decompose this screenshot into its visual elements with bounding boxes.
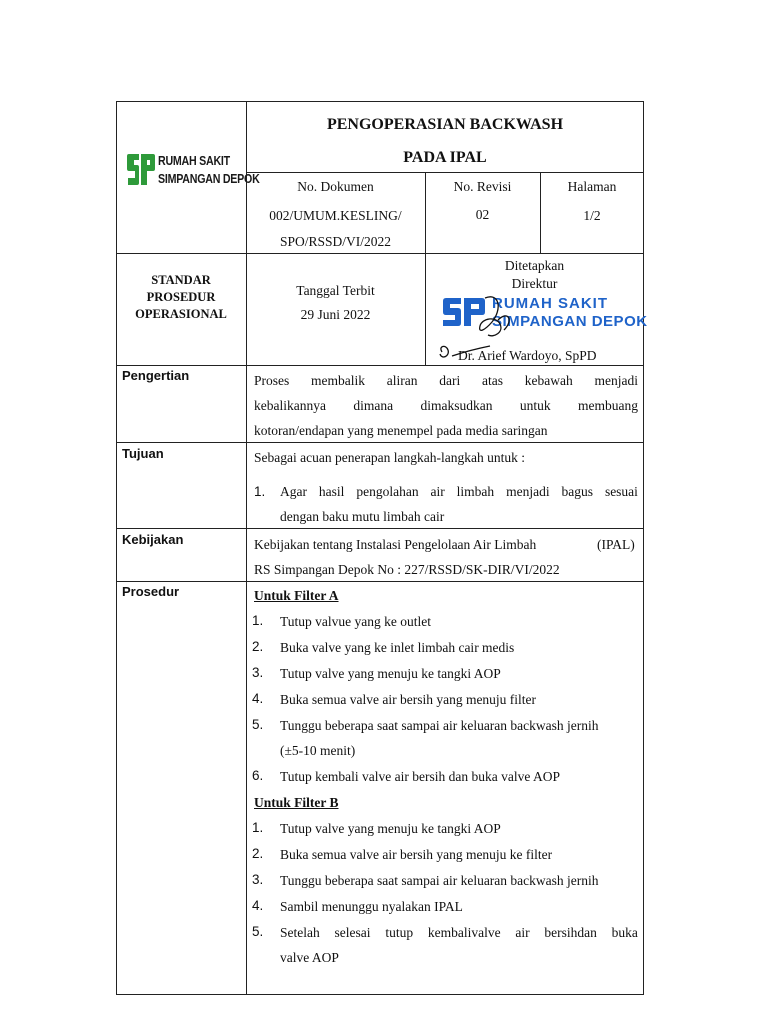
word: dimana <box>353 398 394 413</box>
filter-a-step-number: 1. <box>252 613 264 628</box>
word: bagus <box>561 484 594 499</box>
filter-a-step-text: Tunggu beberapa saat sampai air keluaran backwash jernih <box>280 718 599 733</box>
logo-text-line2: SIMPANGAN DEPOK <box>158 171 260 186</box>
tujuan-item-number: 1. <box>254 484 266 499</box>
stamp-text-line1: RUMAH SAKIT <box>492 295 608 312</box>
filter-a-step-text: Buka valve yang ke inlet limbah cair medis <box>280 640 515 655</box>
no-revisi-value: 02 <box>475 207 490 222</box>
word: atas <box>482 373 503 388</box>
word: Setelah <box>280 925 320 940</box>
filter-a-step-number: 5. <box>252 717 264 732</box>
document-title-line1: PENGOPERASIAN BACKWASH <box>326 116 564 133</box>
word: bersihdan <box>544 925 597 940</box>
no-revisi-label: No. Revisi <box>453 179 512 194</box>
pengertian-line1 <box>254 374 638 388</box>
word: dari <box>439 373 461 388</box>
no-dokumen-value-line1: 002/UMUM.KESLING/ <box>269 208 402 223</box>
filter-b-title: Untuk Filter B <box>254 795 339 810</box>
filter-a-step-text: Tutup valve yang menuju ke tangki AOP <box>280 666 501 681</box>
tujuan-label: Tujuan <box>122 446 164 461</box>
word: kebawah <box>524 373 573 388</box>
filter-b-step-text: Sambil menunggu nyalakan IPAL <box>280 899 463 914</box>
filter-b-step-number: 5. <box>252 924 264 939</box>
filter-a-step-number: 6. <box>252 768 264 783</box>
word: kebalikannya <box>254 398 326 413</box>
word: tutup <box>385 925 414 940</box>
hospital-logo-icon <box>126 152 156 188</box>
word: dimaksudkan <box>420 398 493 413</box>
word: Agar <box>280 484 307 499</box>
filter-b-step-text: Tunggu beberapa saat sampai air keluaran backwash jernih <box>280 873 599 888</box>
halaman-value: 1/2 <box>583 208 601 223</box>
word: membalik <box>311 373 366 388</box>
word: selesai <box>334 925 371 940</box>
pengertian-line2 <box>254 399 638 413</box>
director-name: Dr. Arief Wardoyo, SpPD <box>458 348 597 363</box>
tanggal-terbit-value: 29 Juni 2022 <box>300 307 371 322</box>
document-title-line2: PADA IPAL <box>403 149 487 166</box>
kebijakan-line1: Kebijakan tentang Instalasi Pengelolaan Air Limbah <box>254 537 537 552</box>
word: kembalivalve <box>427 925 501 940</box>
filter-b-step-number: 4. <box>252 898 264 913</box>
stamp-text-line2: SIMPANGAN DEPOK <box>492 313 648 330</box>
filter-a-title: Untuk Filter A <box>254 588 339 603</box>
halaman-label: Halaman <box>567 179 617 194</box>
row-divider <box>246 172 644 173</box>
word: membuang <box>578 398 638 413</box>
word: menjadi <box>506 484 550 499</box>
tujuan-item-line1 <box>280 485 638 499</box>
filter-a-step-number: 3. <box>252 665 264 680</box>
filter-a-step-number: 4. <box>252 691 264 706</box>
filter-b-step-number: 3. <box>252 872 264 887</box>
word: air <box>515 925 530 940</box>
word: buka <box>611 925 638 940</box>
tanggal-terbit-label: Tanggal Terbit <box>296 283 375 298</box>
word: pengolahan <box>356 484 419 499</box>
filter-b-step-number: 1. <box>252 820 264 835</box>
tujuan-item-line2: dengan baku mutu limbah cair <box>280 509 445 524</box>
filter-b-step-text: Buka semua valve air bersih yang menuju ke filter <box>280 847 553 862</box>
word: aliran <box>386 373 418 388</box>
filter-a-step-text: Buka semua valve air bersih yang menuju filter <box>280 692 537 707</box>
ditetapkan-label: Ditetapkan <box>504 258 565 273</box>
no-dokumen-value-line2: SPO/RSSD/VI/2022 <box>279 234 392 249</box>
prosedur-label: Prosedur <box>122 584 180 599</box>
filter-a-step-text: Tutup kembali valve air bersih dan buka valve AOP <box>280 769 560 784</box>
sop-label-line1: STANDAR <box>151 273 211 287</box>
direktur-label: Direktur <box>511 276 558 291</box>
no-dokumen-label: No. Dokumen <box>297 179 374 194</box>
word: menjadi <box>594 373 638 388</box>
sop-label-line3: OPERASIONAL <box>135 307 227 321</box>
kebijakan-line1-end: (IPAL) <box>597 537 635 552</box>
kebijakan-line2: RS Simpangan Depok No : 227/RSSD/SK-DIR/VI/2022 <box>254 562 560 577</box>
filter-a-step5-line2: (±5-10 menit) <box>280 743 356 758</box>
pengertian-line3: kotoran/endapan yang menempel pada media saringan <box>254 423 548 438</box>
filter-b-step5-line2: valve AOP <box>280 950 339 965</box>
pengertian-label: Pengertian <box>122 368 190 383</box>
row-divider <box>116 528 644 529</box>
filter-b-step5-line1 <box>280 926 638 940</box>
row-divider <box>116 442 644 443</box>
tujuan-intro: Sebagai acuan penerapan langkah-langkah untuk : <box>254 450 526 465</box>
sop-label-line2: PROSEDUR <box>146 290 216 304</box>
filter-b-step-number: 2. <box>252 846 264 861</box>
filter-b-step-text: Tutup valve yang menuju ke tangki AOP <box>280 821 501 836</box>
row-divider <box>116 365 644 366</box>
filter-a-step-text: Tutup valvue yang ke outlet <box>280 614 431 629</box>
logo-text-line1: RUMAH SAKIT <box>158 153 230 168</box>
word: hasil <box>318 484 345 499</box>
filter-a-step-number: 2. <box>252 639 264 654</box>
word: limbah <box>456 484 495 499</box>
word: untuk <box>519 398 551 413</box>
word: Proses <box>254 373 290 388</box>
kebijakan-label: Kebijakan <box>122 532 184 547</box>
word: air <box>430 484 445 499</box>
word: sesuai <box>604 484 638 499</box>
row-divider <box>116 581 644 582</box>
row-divider <box>116 253 644 254</box>
